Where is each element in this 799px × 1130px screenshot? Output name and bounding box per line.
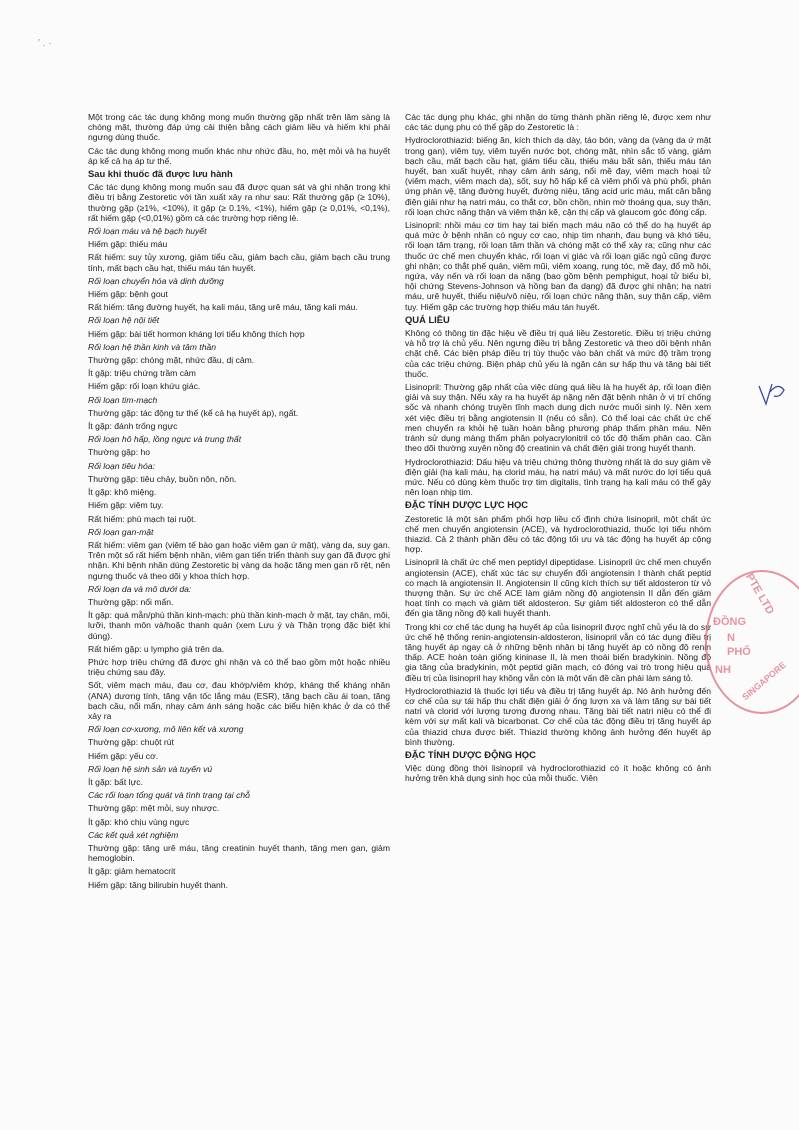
- left-subheading: Rối loạn máu và hệ bạch huyết: [88, 226, 207, 237]
- left-paragraph: Sốt, viêm mạch máu, đau cơ, đau khớp/viêm khớp, kháng thể kháng nhân (ANA) dương tính, tăng vận tốc lắng máu (ESR), tăng bạch cầu ái toan, tăng bạch cầu, nổi mẩn, nhạy cảm ánh sáng hoặc các biểu hiện khác ở da có thể xảy ra: [88, 680, 390, 721]
- left-paragraph: Thường gặp: tiêu chảy, buồn nôn, nôn.: [88, 473, 237, 484]
- right-paragraph: Zestoretic là một sản phẩm phối hợp liều cố định chứa lisinopril, một chất ức chế men chuyển angiotensin (ACE), và hydroclorothiazid, thuốc lợi tiểu nhóm thiazid. Cả 2 thành phần đều có tác động tối ưu và tác động hạ huyết áp cộng hợp.: [405, 513, 711, 555]
- right-paragraph: Việc dùng đồng thời lisinopril và hydroclorothiazid có ít hoặc không có ảnh hưởng trên khả dụng sinh học của mỗi thuốc. Viên: [405, 763, 711, 784]
- left-subheading: Rối loạn da và mô dưới da:: [88, 583, 192, 594]
- left-paragraph: Hiếm gặp: bài tiết hormon kháng lợi tiểu không thích hợp: [88, 328, 305, 339]
- stamp-text: NH: [715, 664, 731, 676]
- left-paragraph: Thường gặp: mệt mỏi, suy nhược.: [88, 803, 220, 814]
- left-paragraph: Phức hợp triệu chứng đã được ghi nhận và có thể bao gồm một hoặc nhiều triệu chứng sau đây.: [88, 656, 390, 678]
- left-subheading: Rối loạn chuyển hóa và dinh dưỡng: [88, 275, 224, 286]
- right-paragraph: Các tác dụng phụ khác, ghi nhận do từng thành phần riêng lẻ, được xem như các tác dụng phụ có thể gặp do Zestoretic là :: [405, 112, 711, 133]
- left-paragraph: Hiếm gặp: tăng bilirubin huyết thanh.: [88, 879, 228, 890]
- stamp-text: ĐỒNG: [713, 616, 746, 628]
- corner-mark: ′ . ·: [38, 38, 52, 49]
- company-stamp: [705, 570, 799, 714]
- left-paragraph: Thường gặp: tăng urê máu, tăng creatinin huyết thanh, tăng men gan, giảm hemoglobin.: [88, 842, 390, 864]
- left-paragraph: Các tác dụng không mong muốn khác như nhức đầu, ho, mệt mỏi và hạ huyết áp kể cả hạ áp tư thế.: [88, 145, 390, 166]
- stamp-text: PHỐ: [727, 646, 751, 658]
- right-paragraph: Không có thông tin đặc hiệu về điều trị quá liều Zestoretic. Điều trị triệu chứng và hỗ trợ là chủ yếu. Nên ngưng điều trị bằng Zestoretic và theo dõi bệnh nhân chặt chẽ. Các biện pháp điều trị tùy thuộc vào bản chất và mức độ trầm trọng của các triệu chứng. Biện pháp chủ yếu là ngăn cản sự hấp thu và tăng bài tiết thuốc.: [405, 328, 711, 379]
- left-subheading: Rối loạn tiêu hóa:: [88, 460, 155, 471]
- right-paragraph: Lisinopril: Thường gặp nhất của việc dùng quá liều là hạ huyết áp, rối loạn điện giải và suy thận. Nếu xảy ra hạ huyết áp nặng nên đặt bệnh nhân ở vị trí chống sốc và nhanh chóng truyền tĩnh mạch dung dịch nước muối sinh lý. Nên xem xét việc điều trị bằng angiotensin II (nếu có sẵn). Có thể loại các chất ức chế men chuyển ra khỏi hệ tuần hoàn bằng phương pháp thẩm phân máu. Nên tránh sử dụng màng thẩm phân polyacrylonitril có tốc độ thẩm phân cao. Cần theo dõi thường xuyên nồng độ creatinin và chất điện giải trong huyết thanh.: [405, 382, 711, 454]
- left-section-heading: Sau khi thuốc đã được lưu hành: [88, 168, 233, 180]
- right-section-heading: QUÁ LIỀU: [405, 313, 450, 325]
- left-subheading: Rối loạn cơ-xương, mô liên kết và xương: [88, 724, 244, 735]
- left-paragraph: Hiếm gặp: bệnh gout: [88, 289, 168, 300]
- left-paragraph: Ít gặp: khó chịu vùng ngực: [88, 816, 190, 827]
- left-paragraph: Hiếm gặp: thiếu máu: [88, 239, 168, 250]
- left-paragraph: Rất hiếm: phù mạch tại ruột.: [88, 513, 196, 524]
- left-paragraph: Thường gặp: chóng mặt, nhức đầu, dị cảm.: [88, 355, 255, 366]
- left-column: [88, 112, 390, 893]
- right-paragraph: Trong khi cơ chế tác dụng hạ huyết áp của lisinopril được nghĩ chủ yếu là do sự ức chế hệ thống renin-angiotensin-aldosteron, lisinopril vẫn có tác dụng điều trị tăng huyết áp ngay cả ở những bệnh nhân bị tăng huyết áp có nồng độ renin thấp. ACE hoàn toàn giống kininase II, là men thoái biến bradykinin. Nồng độ gia tăng của bradykinin, một peptid giãn mạch, có đóng vai trò trong hiệu quả điều trị của lisinopril hay không vẫn còn là một vấn đề cần phải làm sáng tỏ.: [405, 621, 711, 683]
- left-paragraph: Hiếm gặp: viêm tụy.: [88, 500, 164, 511]
- left-subheading: Rối loạn hệ sinh sản và tuyến vú: [88, 763, 213, 774]
- left-paragraph: Ít gặp: quá mẫn/phù thần kinh-mạch: phù thần kinh-mạch ở mặt, tay chân, môi, lưỡi, thanh môn và/hoặc thanh quản (xem Lưu ý và Thận trọng đặc biệt khi dùng).: [88, 610, 390, 641]
- handwritten-signature-icon: [756, 378, 790, 408]
- left-subheading: Rối loạn gan-mật: [88, 526, 154, 537]
- right-paragraph: Hydroclorothiazid: Dấu hiệu và triệu chứng thông thường nhất là do suy giảm về điện giải (hạ kali máu, hạ clorid máu, hạ natri máu) và mất nước do lợi tiểu quá mức. Nếu có dùng kèm thuốc trợ tim digitalis, tình trạng hạ kali máu có thể gây nên loạn nhịp tim.: [405, 456, 711, 498]
- right-paragraph: Lisinopril: nhồi máu cơ tim hay tai biến mạch máu não có thể do hạ huyết áp quá mức ở bệnh nhân có nguy cơ cao, nhịp tim nhanh, đau bụng và khó tiêu, rối loạn tâm trạng, rối loạn tâm thần và chóng mặt có thể xảy ra; cũng như các thuốc ức chế men chuyển khác, rối loạn vị giác và rối loạn giấc ngủ cũng được ghi nhận; co thắt phế quản, viêm mũi, viêm xoang, rụng tóc, mề đay, đổ mồ hôi, ngứa, vảy nến và rối loạn da nặng (bao gồm bệnh pemphigut, hoại tử biểu bì, hội chứng Stevens-Johnson và hồng ban đa dạng) đã được ghi nhận; hạ natri máu, urê huyết, thiểu niệu/vô niệu, rối loạn chức năng thận, suy thận cấp, viêm tụy. Hiếm gặp các trường hợp thiếu máu tán huyết.: [405, 220, 711, 312]
- right-section-heading: ĐẶC TÍNH DƯỢC LỰC HỌC: [405, 499, 529, 511]
- right-paragraph: Lisinopril là chất ức chế men peptidyl dipeptidase. Lisinopril ức chế men chuyển angiotensin (ACE), chất xúc tác sự chuyển đổi angiotensin I thành chất peptid co mạch là angiotensin II. Angiotensin II cũng kích thích sự tiết aldosteron từ vỏ thượng thận. Sự ức chế ACE làm giảm nồng độ angiotensin II dẫn đến giảm hoạt tính co mạch và giảm tiết aldosteron. Sự giảm tiết aldosteron có thể dẫn đến gia tăng nồng độ kali huyết thanh.: [405, 557, 711, 619]
- left-paragraph: Hiếm gặp: yếu cơ.: [88, 750, 159, 761]
- stamp-text: N: [727, 632, 735, 644]
- left-subheading: Rối loạn hệ thần kinh và tâm thần: [88, 341, 217, 352]
- stamp-text: SINGAPORE: [740, 659, 788, 703]
- left-subheading: Rối loạn tim-mạch: [88, 394, 158, 405]
- left-paragraph: Rất hiếm: suy tủy xương, giảm tiểu cầu, giảm bạch cầu, giảm bạch cầu trung tính, mất bạch cầu hạt, thiếu máu tán huyết.: [88, 252, 390, 273]
- left-paragraph: Thường gặp: nổi mẩn.: [88, 596, 174, 607]
- stamp-text: PTE LTD: [743, 571, 776, 617]
- right-paragraph: Hydroclorothiazid: biếng ăn, kích thích dạ dày, táo bón, vàng da (vàng da ứ mật trong gan), viêm tụy, viêm tuyến nước bọt, chóng mặt, nhìn sắc tố vàng, giảm bạch cầu, mất bạch cầu hạt, giảm tiểu cầu, thiếu máu bất sản, thiếu máu tán huyết, ban xuất huyết, nhạy cảm ánh sáng, nổi mề đay, viêm mạch hoại tử (viêm mạch, viêm mạch da), sốt, suy hô hấp kể cả viêm phổi và phù phổi, phản ứng phản vệ, tăng đường huyết, đường niệu, tăng acid uric máu, mất cân bằng điện giải như hạ natri máu, co thắt cơ, bồn chồn, nhìn mờ thoáng qua, suy thận, rối loạn chức năng thận và viêm thận kẽ, cận thị cấp và glaucom góc đóng cấp.: [405, 135, 711, 217]
- left-subheading: Các kết quả xét nghiệm: [88, 829, 179, 840]
- left-paragraph: Hiếm gặp: rối loạn khứu giác.: [88, 381, 201, 392]
- left-paragraph: Ít gặp: đánh trống ngực: [88, 421, 178, 432]
- right-section-heading: ĐẶC TÍNH DƯỢC ĐỘNG HỌC: [405, 748, 536, 760]
- left-subheading: Rối loạn hệ nội tiết: [88, 315, 160, 326]
- left-paragraph: Một trong các tác dụng không mong muốn thường gặp nhất trên lâm sàng là chóng mặt, thường đáp ứng cải thiện bằng cách giảm liều và hiếm khi phải ngưng dùng thuốc.: [88, 112, 390, 143]
- left-paragraph: Các tác dụng không mong muốn sau đã được quan sát và ghi nhận trong khi điều trị bằng Zestoretic với tần xuất xảy ra như sau: Rất thường gặp (≥ 10%), thường gặp (≥1%, <10%), ít gặp (≥ 0.1%, <1%), hiếm gặp (≥ 0,01%, <0,1%), rất hiếm gặp (<0,01%) gồm cả các trường hợp riêng lẻ.: [88, 182, 390, 223]
- left-paragraph: Thường gặp: tác động tư thế (kể cả hạ huyết áp), ngất.: [88, 407, 299, 418]
- left-subheading: Rối loạn hô hấp, lồng ngực và trung thất: [88, 434, 242, 445]
- right-column: [405, 112, 711, 787]
- left-paragraph: Ít gặp: bất lực.: [88, 776, 143, 787]
- right-paragraph: Hydroclorothiazid là thuốc lợi tiểu và điều trị tăng huyết áp. Nó ảnh hưởng đến cơ chế của sự tái hấp thu chất điện giải ở ống lượn xa và làm tăng sự bài tiết natri và clorid với lượng tương đương nhau. Tăng bài tiết natri niệu có thể đi kèm với sự mất kali và bicarbonat. Cơ chế của tác động điều trị tăng huyết áp của thiazid chưa được biết. Thiazid thường không ảnh hưởng đến huyết áp bình thường.: [405, 685, 711, 747]
- left-paragraph: Ít gặp: triệu chứng trầm cảm: [88, 368, 196, 379]
- left-paragraph: Rất hiếm: viêm gan (viêm tế bào gan hoặc viêm gan ứ mật), vàng da, suy gan. Trên một số rất hiếm bệnh nhân, viêm gan tiến triển thành suy gan đã được ghi nhận. Khi bệnh nhân dùng Zestoretic bị vàng da hoặc tăng men gan rõ rệt, nên ngưng thuốc và theo dõi y khoa thích hợp.: [88, 539, 390, 581]
- left-paragraph: Ít gặp: khô miệng.: [88, 487, 157, 498]
- left-paragraph: Thường gặp: ho: [88, 447, 151, 458]
- left-paragraph: Thường gặp: chuột rút: [88, 737, 174, 748]
- left-paragraph: Ít gặp: giảm hematocrit: [88, 866, 176, 877]
- left-subheading: Các rối loạn tổng quát và tình trạng tại chỗ: [88, 790, 250, 801]
- left-paragraph: Rất hiếm: tăng đường huyết, hạ kali máu, tăng urê máu, tăng kali máu.: [88, 302, 358, 313]
- left-paragraph: Rất hiếm gặp: u lympho giả trên da.: [88, 643, 225, 654]
